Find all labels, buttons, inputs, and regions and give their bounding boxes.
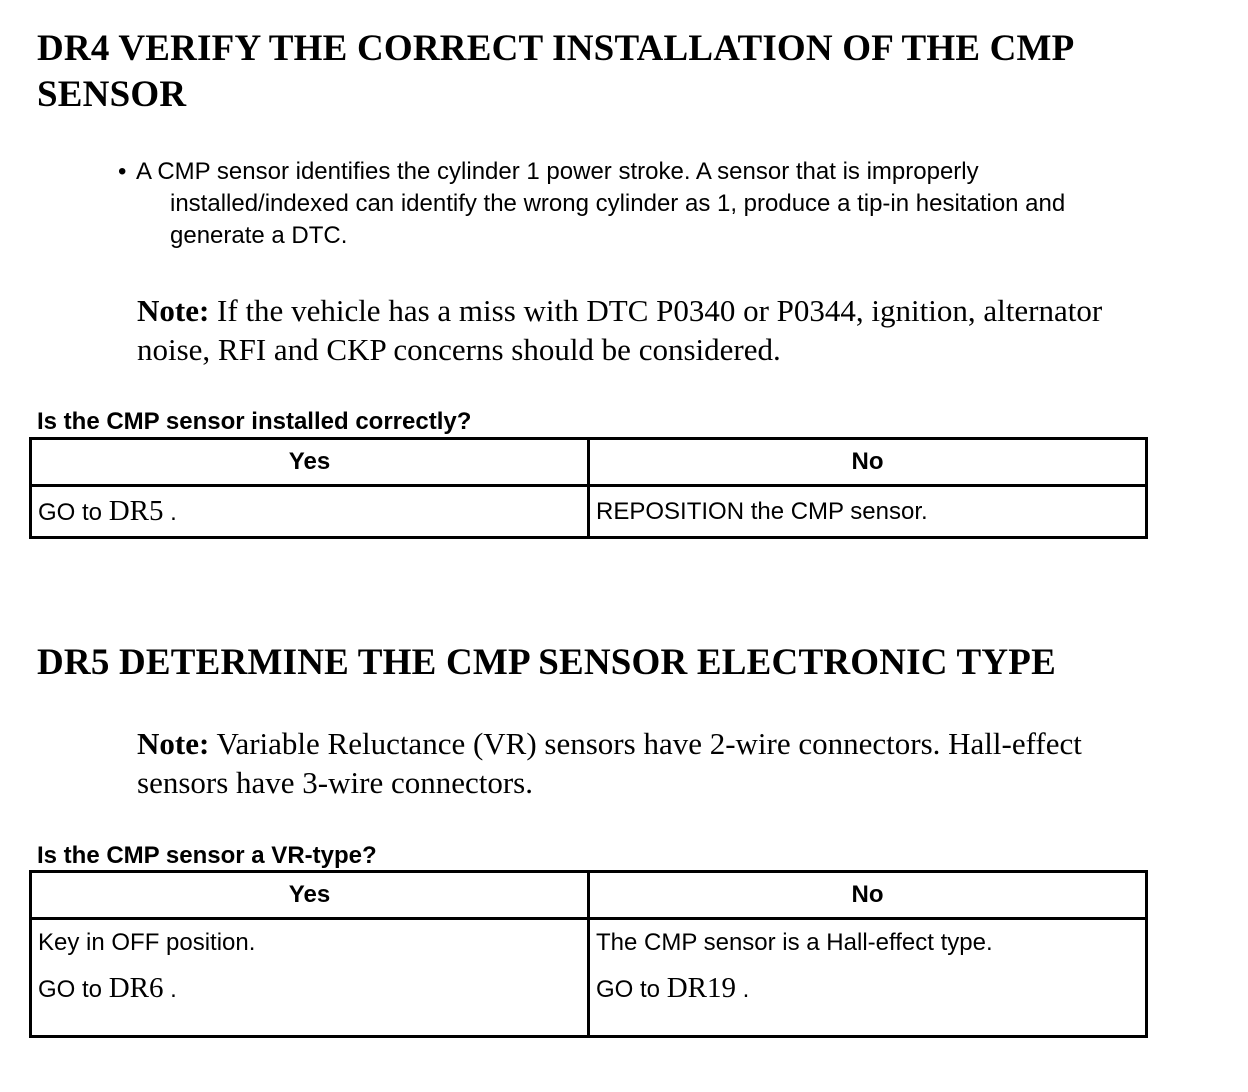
dr5-yes-line1: Key in OFF position. bbox=[38, 929, 256, 956]
dr5-no-link-dr19[interactable]: DR19 bbox=[666, 972, 736, 1004]
dr4-bullet-line2: installed/indexed can identify the wrong cylinder as 1, produce a tip-in hesitation and bbox=[170, 190, 1066, 217]
dr4-note bbox=[137, 291, 1197, 369]
dr4-question: Is the CMP sensor installed correctly? bbox=[37, 408, 472, 435]
dr5-note bbox=[137, 724, 1197, 802]
dr4-no-header: No bbox=[589, 439, 1147, 486]
dr4-answer-table bbox=[29, 437, 1148, 539]
dr5-question: Is the CMP sensor a VR-type? bbox=[37, 842, 377, 869]
dr5-yes-cell bbox=[31, 919, 589, 1037]
dr5-no-goto bbox=[596, 968, 1139, 1010]
dr4-no-cell: REPOSITION the CMP sensor. bbox=[589, 486, 1147, 538]
dr4-bullet bbox=[118, 156, 1228, 252]
dr5-yes-link-dr6[interactable]: DR6 bbox=[108, 972, 164, 1004]
dr5-answer-table bbox=[29, 870, 1148, 1038]
dr4-yes-prefix: GO to bbox=[38, 499, 109, 526]
dr5-yes-goto bbox=[38, 968, 581, 1010]
dr5-no-suffix: . bbox=[735, 976, 750, 1003]
dr5-note-line1: Variable Reluctance (VR) sensors have 2-wire connectors. Hall-effect bbox=[209, 726, 1082, 761]
dr4-note-line1: If the vehicle has a miss with DTC P0340 or P0344, ignition, alternator bbox=[209, 293, 1103, 328]
dr5-yes-header: Yes bbox=[31, 872, 589, 919]
dr5-no-cell bbox=[589, 919, 1147, 1037]
dr5-note-label: Note: bbox=[137, 726, 210, 761]
dr5-note-line2: sensors have 3-wire connectors. bbox=[137, 765, 533, 800]
bullet-marker: • bbox=[118, 158, 127, 185]
dr4-note-label: Note: bbox=[137, 293, 210, 328]
dr5-no-prefix: GO to bbox=[596, 976, 667, 1003]
dr4-heading-line2: SENSOR bbox=[37, 74, 187, 115]
dr4-yes-suffix: . bbox=[163, 499, 177, 526]
dr4-bullet-line1: A CMP sensor identifies the cylinder 1 power stroke. A sensor that is improperly bbox=[136, 158, 979, 185]
dr4-yes-header: Yes bbox=[31, 439, 589, 486]
dr5-yes-prefix: GO to bbox=[38, 976, 109, 1003]
dr4-heading-line1: DR4 VERIFY THE CORRECT INSTALLATION OF THE CMP bbox=[37, 28, 1075, 69]
dr4-yes-link-dr5[interactable]: DR5 bbox=[108, 495, 164, 527]
dr5-heading: DR5 DETERMINE THE CMP SENSOR ELECTRONIC TYPE bbox=[37, 642, 1056, 683]
dr5-no-line1: The CMP sensor is a Hall-effect type. bbox=[596, 929, 993, 956]
dr4-bullet-line3: generate a DTC. bbox=[170, 222, 348, 249]
dr4-heading bbox=[37, 26, 1075, 118]
dr5-no-header: No bbox=[589, 872, 1147, 919]
dr5-yes-suffix: . bbox=[163, 976, 177, 1003]
dr4-yes-cell bbox=[31, 486, 589, 538]
dr4-note-line2: noise, RFI and CKP concerns should be considered. bbox=[137, 332, 781, 367]
